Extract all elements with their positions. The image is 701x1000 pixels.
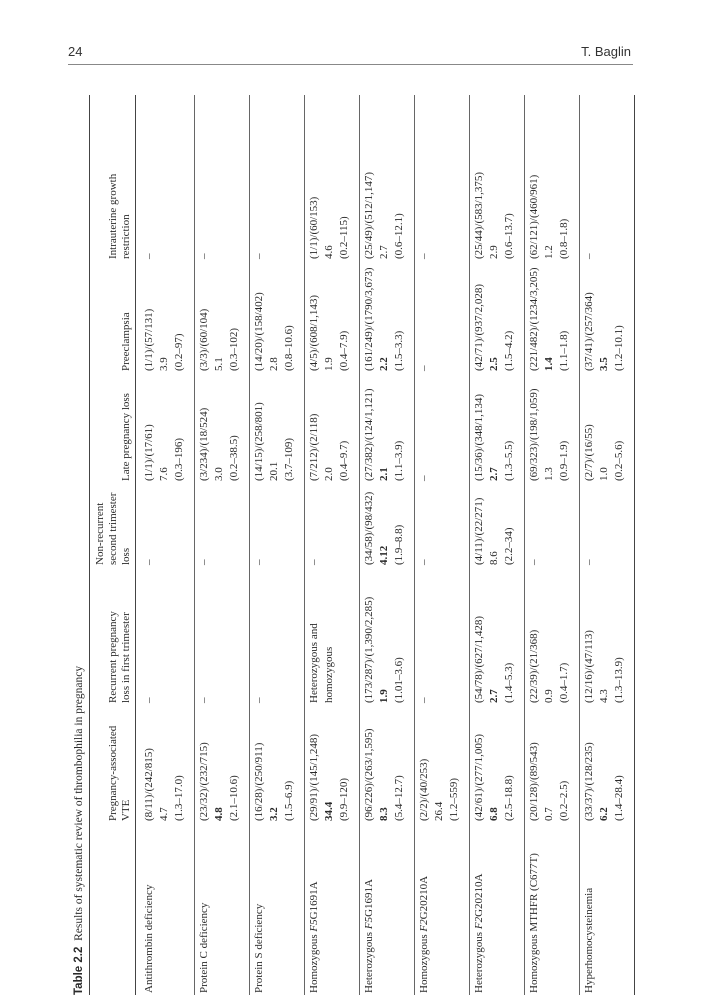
mutation-name: G1691A [363, 879, 375, 917]
cell-counts: (7/212)/(2/118) [308, 413, 320, 481]
cell-counts: – [583, 253, 595, 259]
row-label [362, 879, 377, 993]
table-cell [527, 630, 572, 703]
table-cell [252, 402, 297, 481]
cell-counts: – [418, 253, 430, 259]
cell-confidence-interval: (0.6–12.1) [393, 213, 405, 259]
column-header-line: Preeclampsia [120, 312, 132, 371]
cell-confidence-interval: (1.01–3.6) [393, 657, 405, 703]
cell-confidence-interval: (0.8–1.8) [558, 218, 570, 259]
cell-counts: (42/71)/(937/2,028) [473, 283, 485, 371]
cell-odds-ratio: 2.1 [378, 467, 390, 481]
table-cell [197, 560, 212, 566]
cell-odds-ratio: 4.8 [213, 807, 225, 821]
cell-confidence-interval: (1.5–6.9) [283, 780, 295, 821]
cell-odds-ratio: 3.2 [268, 807, 280, 821]
cell-counts: – [143, 253, 155, 259]
table-cell [142, 560, 157, 566]
cell-odds-ratio: 1.2 [543, 245, 555, 259]
cell-counts: (1/1)/(17/61) [143, 424, 155, 481]
gene-name: F2 [418, 919, 430, 932]
cell-odds-ratio: 2.7 [488, 467, 500, 481]
cell-counts: (62/121)/(460/961) [528, 174, 540, 259]
cell-counts: – [143, 559, 155, 565]
cell-confidence-interval: (3.7–109) [283, 437, 295, 481]
table-cell [362, 172, 407, 259]
table-cell [142, 254, 157, 260]
table-cell [307, 560, 322, 566]
cell-counts: (14/20)/(158/402) [253, 292, 265, 371]
cell-odds-ratio: homozygous [323, 646, 335, 703]
table-cell [582, 292, 627, 371]
table-cell [252, 698, 267, 704]
rotated-table [69, 95, 625, 995]
table-caption [73, 666, 85, 995]
column-header-line: VTE [120, 799, 132, 821]
table-cell [472, 498, 517, 565]
table-cell [527, 175, 572, 259]
cell-odds-ratio: 8.3 [378, 807, 390, 821]
cell-counts: (1/1)/(57/131) [143, 308, 155, 371]
cell-confidence-interval: (0.4–1.7) [558, 662, 570, 703]
cell-counts: (1/1)/(60/153) [308, 196, 320, 259]
cell-counts: (15/36)/(348/1,134) [473, 393, 485, 481]
row-label-text: Heterozygous [473, 929, 485, 993]
table-cell [362, 597, 407, 703]
cell-confidence-interval: (0.4–7.9) [338, 330, 350, 371]
header-rule [68, 64, 633, 65]
cell-counts: Heterozygous and [308, 623, 320, 703]
table-cell [472, 734, 517, 821]
table-cell [527, 560, 542, 566]
column-header [107, 611, 133, 703]
row-label-text: Protein S deficiency [253, 903, 265, 993]
row-label-text: Homozygous [308, 931, 320, 993]
cell-odds-ratio: 4.6 [323, 245, 335, 259]
row-label-text: Antithrombin deficiency [143, 884, 155, 993]
cell-odds-ratio: 1.0 [598, 467, 610, 481]
cell-confidence-interval: (0.6–13.7) [503, 213, 515, 259]
cell-confidence-interval: (0.9–1.9) [558, 440, 570, 481]
cell-counts: (161/249)/(1790/3,673) [363, 267, 375, 371]
table-row [414, 95, 469, 995]
cell-confidence-interval: (2.1–10.6) [228, 775, 240, 821]
table-cell [417, 366, 432, 372]
table-cell [142, 424, 187, 481]
cell-counts: (4/5)/(608/1,143) [308, 294, 320, 371]
cell-odds-ratio: 0.7 [543, 807, 555, 821]
cell-odds-ratio: 1.3 [543, 467, 555, 481]
table-row [194, 95, 249, 995]
cell-counts: – [253, 253, 265, 259]
mutation-name: G20210A [418, 875, 430, 920]
cell-counts: (96/226)/(263/1,595) [363, 728, 375, 821]
table-cell [307, 295, 352, 371]
table-cell [197, 698, 212, 704]
table-cell [307, 197, 352, 259]
table-cell [472, 172, 517, 259]
column-header [94, 493, 133, 565]
table-cell [472, 284, 517, 371]
cell-confidence-interval: (1.2–10.1) [613, 325, 625, 371]
cell-odds-ratio: 2.5 [488, 357, 500, 371]
cell-confidence-interval: (9.9–120) [338, 777, 350, 821]
row-label [252, 904, 267, 993]
cell-odds-ratio: 3.0 [213, 467, 225, 481]
cell-confidence-interval: (2.5–18.8) [503, 775, 515, 821]
cell-counts: (25/49)/(512/1,147) [363, 171, 375, 259]
cell-confidence-interval: (1.9–8.8) [393, 524, 405, 565]
cell-counts: – [308, 559, 320, 565]
table-cell [142, 698, 157, 704]
cell-counts: – [418, 365, 430, 371]
cell-counts: (69/323)/(198/1,059) [528, 388, 540, 481]
cell-confidence-interval: (0.2–38.5) [228, 435, 240, 481]
table-cell [582, 560, 597, 566]
cell-odds-ratio: 2.7 [378, 245, 390, 259]
cell-odds-ratio: 0.9 [543, 689, 555, 703]
cell-odds-ratio: 4.3 [598, 689, 610, 703]
cell-confidence-interval: (0.2–2.5) [558, 780, 570, 821]
cell-counts: (2/7)/(16/55) [583, 424, 595, 481]
column-header [120, 393, 133, 481]
cell-counts: (8/11)/(242/815) [143, 748, 155, 821]
column-header [120, 312, 133, 371]
cell-counts: (33/37)/(128/235) [583, 742, 595, 821]
cell-counts: – [583, 559, 595, 565]
cell-counts: (14/15)/(258/801) [253, 402, 265, 481]
cell-odds-ratio: 5.1 [213, 357, 225, 371]
table-cell [417, 759, 462, 821]
table-cell [252, 292, 297, 371]
cell-odds-ratio: 2.0 [323, 467, 335, 481]
cell-confidence-interval: (1.3–17.0) [173, 775, 185, 821]
cell-counts: (12/16)/(47/113) [583, 630, 595, 703]
table-cell [142, 748, 187, 821]
table-label: Table 2.2 [73, 946, 85, 995]
cell-counts: (29/91)/(145/1,248) [308, 733, 320, 821]
table-cell [142, 309, 187, 371]
column-header-line: restriction [120, 214, 132, 259]
cell-odds-ratio: 34.4 [323, 801, 335, 821]
cell-odds-ratio: 6.2 [598, 807, 610, 821]
cell-confidence-interval: (0.4–9.7) [338, 440, 350, 481]
cell-odds-ratio: 3.9 [158, 357, 170, 371]
table-cell [417, 698, 432, 704]
cell-odds-ratio: 6.8 [488, 807, 500, 821]
row-label [417, 876, 432, 993]
cell-counts: (23/32)/(232/715) [198, 742, 210, 821]
row-label [472, 874, 487, 993]
cell-counts: – [143, 697, 155, 703]
table-cell [307, 414, 352, 481]
table-cell [582, 742, 627, 821]
table-cell [197, 408, 242, 481]
table-cell [582, 424, 627, 481]
cell-confidence-interval: (0.8–10.6) [283, 325, 295, 371]
cell-odds-ratio: 7.6 [158, 467, 170, 481]
cell-odds-ratio: 4.7 [158, 807, 170, 821]
cell-counts: (34/58)/(98/432) [363, 491, 375, 565]
row-label-text: Homozygous MTHFR (C677T) [528, 853, 540, 993]
table-cell [472, 394, 517, 481]
table-cell [527, 267, 572, 371]
column-header-line: Pregnancy-associated [107, 725, 119, 821]
cell-counts: (3/234)/(18/524) [198, 407, 210, 481]
column-header [107, 726, 133, 821]
row-label [582, 888, 597, 993]
row-label [527, 853, 542, 993]
cell-odds-ratio: 2.9 [488, 245, 500, 259]
cell-odds-ratio: 3.5 [598, 357, 610, 371]
cell-counts: (2/2)/(40/253) [418, 758, 430, 821]
cell-confidence-interval: (0.2–115) [338, 216, 350, 259]
cell-odds-ratio: 2.7 [488, 689, 500, 703]
cell-counts: – [253, 697, 265, 703]
cell-counts: – [198, 697, 210, 703]
cell-confidence-interval: (1.1–1.8) [558, 330, 570, 371]
row-label [142, 885, 157, 993]
cell-counts: (22/39)/(21/368) [528, 629, 540, 703]
mutation-name: G20210A [473, 873, 485, 917]
cell-counts: (20/128)/(89/543) [528, 742, 540, 821]
column-header-line: loss in first trimester [120, 612, 132, 703]
table-cell [307, 623, 337, 703]
column-header-line: loss [120, 547, 132, 565]
table-row [469, 95, 524, 995]
cell-counts: (54/78)/(627/1,428) [473, 615, 485, 703]
table-cell [417, 254, 432, 260]
table-row [359, 95, 414, 995]
table-cell [362, 728, 407, 821]
cell-confidence-interval: (1.3–13.9) [613, 657, 625, 703]
cell-counts: – [198, 253, 210, 259]
cell-confidence-interval: (1.1–3.9) [393, 440, 405, 481]
cell-odds-ratio: 26.4 [433, 801, 445, 821]
cell-confidence-interval: (0.3–196) [173, 437, 185, 481]
cell-counts: (25/44)/(583/1,375) [473, 171, 485, 259]
cell-counts: (3/3)/(60/104) [198, 308, 210, 371]
column-header [107, 174, 133, 259]
column-header-line: Late pregnancy loss [120, 393, 132, 481]
cell-counts: – [418, 697, 430, 703]
header-bottom-rule [135, 95, 136, 995]
table-cell [307, 734, 352, 821]
table-cell [197, 254, 212, 260]
table-cell [582, 630, 627, 703]
gene-name: F5 [363, 916, 375, 930]
cell-odds-ratio: 4.12 [378, 545, 390, 565]
table-cell [362, 388, 407, 481]
cell-counts: (42/61)/(277/1,005) [473, 733, 485, 821]
cell-counts: (27/382)/(124/1,121) [363, 388, 375, 481]
table-cell [472, 616, 517, 703]
cell-counts: (37/41)/(257/364) [583, 292, 595, 371]
cell-counts: (16/28)/(250/911) [253, 742, 265, 821]
cell-confidence-interval: (1.4–28.4) [613, 775, 625, 821]
table-bottom-rule [634, 95, 635, 995]
cell-counts: – [418, 559, 430, 565]
cell-counts: – [198, 559, 210, 565]
column-header-line: Recurrent pregnancy [107, 611, 119, 703]
table-cell [362, 267, 407, 371]
table-row [249, 95, 304, 995]
cell-counts: – [528, 559, 540, 565]
table-row [304, 95, 359, 995]
row-label-text: Heterozygous [363, 929, 375, 993]
cell-confidence-interval: (0.2–5.6) [613, 440, 625, 481]
cell-counts: (221/482)/(1234/3,205) [528, 267, 540, 371]
cell-confidence-interval: (1.5–3.3) [393, 330, 405, 371]
table-cell [527, 742, 572, 821]
column-header-line: Non-recurrent [94, 502, 106, 565]
table-cell [197, 309, 242, 371]
cell-counts: – [253, 559, 265, 565]
cell-counts: – [418, 475, 430, 481]
table-cell [417, 476, 432, 482]
table-cell [252, 254, 267, 260]
row-label-text: Homozygous [418, 931, 430, 993]
table-cell [197, 742, 242, 821]
cell-confidence-interval: (0.2–97) [173, 333, 185, 371]
mutation-name: G1691A [308, 881, 320, 920]
table-cell [362, 492, 407, 565]
column-header-line: Intrauterine growth [107, 173, 119, 259]
cell-odds-ratio: 1.9 [378, 689, 390, 703]
cell-odds-ratio: 8.6 [488, 551, 500, 565]
gene-name: F2 [473, 916, 485, 930]
cell-confidence-interval: (1.4–5.3) [503, 662, 515, 703]
row-label-text: Hyperhomocysteinemia [583, 887, 595, 993]
cell-odds-ratio: 2.2 [378, 357, 390, 371]
table-cell [252, 743, 297, 821]
cell-confidence-interval: (5.4–12.7) [393, 775, 405, 821]
running-head-author: T. Baglin [581, 44, 631, 59]
row-label [197, 903, 212, 993]
cell-confidence-interval: (2.2–34) [503, 527, 515, 565]
cell-confidence-interval: (1.5–4.2) [503, 330, 515, 371]
table-top-rule [89, 95, 90, 995]
row-label [307, 881, 322, 993]
row-label-text: Protein C deficiency [198, 902, 210, 993]
page-number: 24 [68, 44, 83, 59]
cell-odds-ratio: 2.8 [268, 357, 280, 371]
cell-odds-ratio: 1.9 [323, 357, 335, 371]
cell-odds-ratio: 20.1 [268, 461, 280, 481]
table-cell [252, 560, 267, 566]
table-cell [582, 254, 597, 260]
column-header-line: second trimester [107, 492, 119, 565]
cell-confidence-interval: (1.2–559) [448, 777, 460, 821]
gene-name: F5 [308, 919, 320, 932]
table-row [524, 95, 579, 995]
table-cell [527, 388, 572, 481]
cell-counts: (4/11)/(22/271) [473, 497, 485, 565]
table-row [579, 95, 632, 995]
cell-confidence-interval: (1.3–5.5) [503, 440, 515, 481]
table-title: Results of systematic review of thrombophilia in pregnancy [73, 665, 85, 941]
table-cell [417, 560, 432, 566]
table-row [139, 95, 194, 995]
cell-confidence-interval: (0.3–102) [228, 327, 240, 371]
cell-counts: (173/287)/(1,390/2,285) [363, 596, 375, 703]
cell-odds-ratio: 1.4 [543, 357, 555, 371]
